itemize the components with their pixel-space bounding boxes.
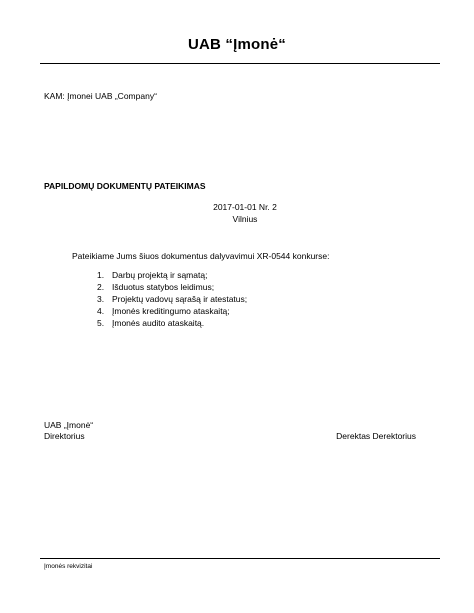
list-item-text: Išduotus statybos leidimus; (112, 282, 215, 292)
footer-company-details: Įmonės rekvizitai (44, 563, 93, 570)
list-item-text: Įmonės kreditingumo ataskaitą; (112, 306, 230, 316)
signature-role: Direktorius (44, 431, 85, 441)
list-item (97, 281, 247, 293)
list-item-text: Darbų projektą ir sąmatą; (112, 270, 208, 280)
signature-company: UAB „Įmonė“ (44, 420, 94, 430)
list-item-number: 4. (97, 306, 105, 316)
document-subject: PAPILDOMŲ DOKUMENTŲ PATEIKIMAS (44, 181, 206, 191)
document-title: UAB “Įmonė“ (187, 36, 287, 53)
city-line: Vilnius (232, 214, 258, 224)
list-item (97, 305, 247, 317)
document-list (97, 269, 247, 329)
list-item-text: Projektų vadovų sąrašą ir atestatus; (112, 294, 248, 304)
date-number-line: 2017-01-01 Nr. 2 (213, 202, 277, 212)
list-item-number: 2. (97, 282, 105, 292)
signature-name: Derektas Derektorius (336, 431, 416, 441)
list-item-number: 3. (97, 294, 105, 304)
recipient-line: KAM: Įmonei UAB „Company“ (44, 91, 157, 101)
list-item (97, 317, 247, 329)
list-item-text: Įmonės audito ataskaitą. (112, 318, 205, 328)
intro-paragraph: Pateikiame Jums šiuos dokumentus dalyvavimui XR-0544 konkurse: (72, 251, 330, 261)
header-divider (40, 63, 440, 64)
footer-divider (40, 558, 440, 559)
list-item (97, 269, 247, 281)
list-item-number: 5. (97, 318, 105, 328)
list-item (97, 293, 247, 305)
list-item-number: 1. (97, 270, 105, 280)
